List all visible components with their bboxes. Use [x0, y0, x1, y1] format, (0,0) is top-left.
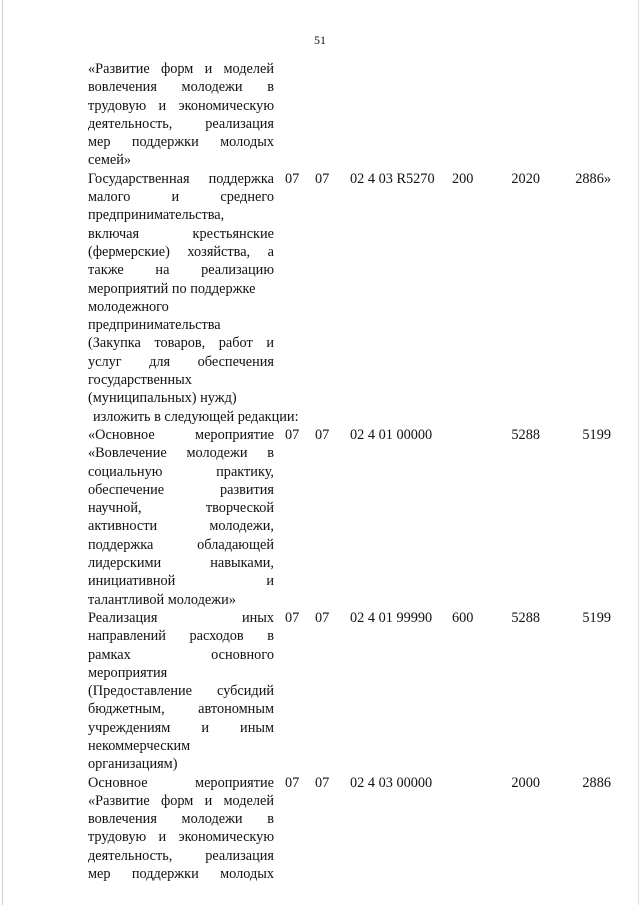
item-name-text: мероприятия — [88, 664, 168, 681]
subsection-code: 07 — [315, 774, 330, 791]
table-line — [0, 188, 640, 206]
item-name-text: «Развитие форм и моделей — [88, 792, 274, 809]
item-name-text: инициативной и — [88, 573, 274, 590]
table-line — [0, 261, 640, 279]
item-name-text: бюджетным, автономным — [88, 701, 274, 718]
item-name-text: семей» — [88, 152, 132, 169]
table-line — [0, 78, 640, 96]
item-name-text: учреждениям и иным — [88, 719, 274, 736]
item-name-text: Государственная поддержка — [88, 170, 274, 187]
item-name-text: талантливой молодежи» — [88, 591, 236, 608]
table-line — [0, 463, 640, 481]
item-name-text: вовлечения молодежи в — [88, 811, 274, 828]
budget-table-fragment — [0, 60, 640, 883]
section-code: 07 — [285, 426, 300, 443]
table-line — [0, 810, 640, 828]
amount-value-2: 5199 — [582, 609, 611, 626]
item-name-text: деятельность, реализация — [88, 115, 274, 132]
table-line — [0, 133, 640, 151]
table-line — [0, 755, 640, 773]
table-line — [0, 481, 640, 499]
item-name-text: поддержка обладающей — [88, 536, 274, 553]
table-line — [0, 280, 640, 298]
subsection-code: 07 — [315, 426, 330, 443]
amount-value-2: 2886 — [582, 774, 611, 791]
item-name-text: «Вовлечение молодежи в — [88, 445, 274, 462]
section-code: 07 — [285, 170, 300, 187]
table-line — [0, 517, 640, 535]
target-article-code: 02 4 01 00000 — [350, 426, 433, 443]
item-name-text: мероприятий по поддержке — [88, 280, 256, 297]
item-name-text: активности молодежи, — [88, 518, 274, 535]
section-code: 07 — [285, 609, 300, 626]
item-name-text: организациям) — [88, 756, 178, 773]
item-name-text: государственных — [88, 372, 192, 389]
table-line — [0, 60, 640, 78]
item-name-text: также на реализацию — [88, 262, 274, 279]
item-name-text: мер поддержки молодых — [88, 134, 274, 151]
table-line — [0, 865, 640, 883]
item-name-text: (Предоставление субсидий — [88, 683, 274, 700]
item-name-text: вовлечения молодежи в — [88, 79, 274, 96]
amount-value-1: 2000 — [511, 774, 540, 791]
item-name-text: (муниципальных) нужд) — [88, 390, 237, 407]
expense-type-code: 600 — [452, 609, 474, 626]
table-line — [0, 609, 640, 627]
item-name-text: направлений расходов в — [88, 628, 274, 645]
item-name-text: услуг для обеспечения — [88, 353, 274, 370]
table-line — [0, 206, 640, 224]
target-article-code: 02 4 01 99990 — [350, 609, 433, 626]
table-line — [0, 243, 640, 261]
item-name-text: научной, творческой — [88, 500, 274, 517]
table-line — [0, 828, 640, 846]
item-name-text: малого и среднего — [88, 189, 274, 206]
amount-value-2: 5199 — [582, 426, 611, 443]
table-line — [0, 572, 640, 590]
target-article-code: 02 4 03 00000 — [350, 774, 433, 791]
subsection-code: 07 — [315, 170, 330, 187]
table-line — [0, 426, 640, 444]
table-line — [0, 316, 640, 334]
section-code: 07 — [285, 774, 300, 791]
table-line — [0, 682, 640, 700]
table-line — [0, 627, 640, 645]
item-name-text: трудовую и экономическую — [88, 97, 274, 114]
expense-type-code: 200 — [452, 170, 474, 187]
target-article-code: 02 4 03 R5270 — [350, 170, 435, 187]
table-line — [0, 353, 640, 371]
item-name-text: молодежного — [88, 298, 169, 315]
item-name-text: трудовую и экономическую — [88, 829, 274, 846]
table-line — [0, 225, 640, 243]
table-line — [0, 115, 640, 133]
table-line — [0, 847, 640, 865]
table-line — [0, 97, 640, 115]
item-name-text: «Основное мероприятие — [88, 426, 274, 443]
item-name-text: социальную практику, — [88, 463, 274, 480]
amount-value-1: 5288 — [511, 609, 540, 626]
item-name-text: (фермерские) хозяйства, а — [88, 243, 274, 260]
table-line — [0, 371, 640, 389]
table-line — [0, 646, 640, 664]
table-line — [0, 774, 640, 792]
item-name-text: включая крестьянские — [88, 225, 274, 242]
amendment-text: изложить в следующей редакции: — [93, 408, 299, 425]
table-line — [0, 792, 640, 810]
table-line — [0, 591, 640, 609]
table-line — [0, 408, 640, 426]
item-name-text: Реализация иных — [88, 609, 274, 626]
table-line — [0, 298, 640, 316]
table-line — [0, 499, 640, 517]
table-line — [0, 170, 640, 188]
item-name-text: мер поддержки молодых — [88, 866, 274, 883]
table-line — [0, 719, 640, 737]
item-name-text: (Закупка товаров, работ и — [88, 335, 274, 352]
item-name-text: предпринимательства, — [88, 207, 225, 224]
table-line — [0, 389, 640, 407]
amount-value-1: 2020 — [511, 170, 540, 187]
subsection-code: 07 — [315, 609, 330, 626]
item-name-text: лидерскими навыками, — [88, 555, 274, 572]
table-line — [0, 151, 640, 169]
table-line — [0, 536, 640, 554]
item-name-text: Основное мероприятие — [88, 774, 274, 791]
table-line — [0, 554, 640, 572]
item-name-text: «Развитие форм и моделей — [88, 61, 274, 77]
amount-value-2: 2886» — [575, 170, 611, 187]
table-line — [0, 664, 640, 682]
item-name-text: некоммерческим — [88, 737, 191, 754]
item-name-text: обеспечение развития — [88, 481, 274, 498]
table-line — [0, 700, 640, 718]
table-line — [0, 334, 640, 352]
page-number: 51 — [314, 33, 326, 47]
item-name-text: рамках основного — [88, 646, 274, 663]
item-name-text: предпринимательства — [88, 317, 221, 334]
amount-value-1: 5288 — [511, 426, 540, 443]
item-name-text: деятельность, реализация — [88, 847, 274, 864]
table-line — [0, 737, 640, 755]
table-line — [0, 444, 640, 462]
